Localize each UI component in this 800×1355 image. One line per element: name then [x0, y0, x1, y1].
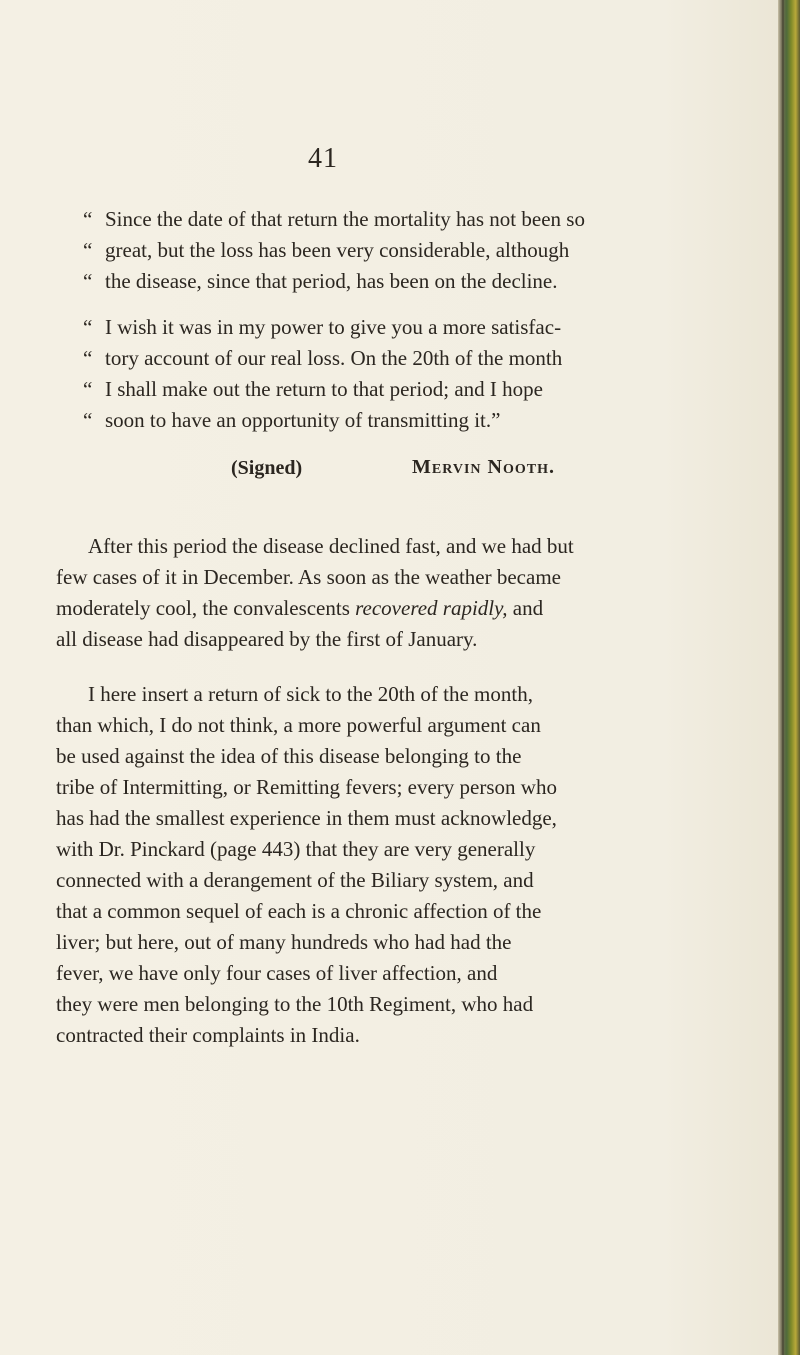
body-line: fever, we have only four cases of liver affection, and	[56, 961, 498, 985]
quote-mark: “	[83, 269, 93, 293]
body-line: be used against the idea of this disease belonging to the	[56, 744, 522, 768]
quote-line	[83, 271, 558, 292]
body-line: with Dr. Pinckard (page 443) that they are very generally	[56, 837, 536, 861]
body-line: than which, I do not think, a more powerful argument can	[56, 713, 541, 737]
page-number: 41	[308, 143, 338, 174]
quote-mark: “	[83, 408, 93, 432]
body-line: they were men belonging to the 10th Regiment, who had	[56, 992, 534, 1016]
quote-text: tory account of our real loss. On the 20th of the month	[105, 346, 563, 370]
body-line: has had the smallest experience in them must acknowledge,	[56, 806, 557, 830]
quote-text: Since the date of that return the mortality has not been so	[105, 207, 585, 231]
body-line: liver; but here, out of many hundreds who had had the	[56, 930, 512, 954]
quote-line	[83, 317, 561, 338]
quote-mark: “	[83, 207, 93, 231]
quote-mark: “	[83, 346, 93, 370]
body-line: few cases of it in December. As soon as the weather became	[56, 565, 561, 589]
quote-line	[83, 348, 562, 369]
quote-text: I shall make out the return to that period; and I hope	[105, 377, 543, 401]
body-line: After this period the disease declined fast, and we had but	[88, 534, 574, 558]
body-line	[56, 598, 543, 619]
body-line: I here insert a return of sick to the 20th of the month,	[88, 682, 533, 706]
body-line: all disease had disappeared by the first of January.	[56, 627, 478, 651]
quote-text: the disease, since that period, has been on the decline.	[105, 269, 558, 293]
emphasis-text: recovered rapidly,	[355, 596, 508, 620]
quote-mark: “	[83, 377, 93, 401]
body-line: tribe of Intermitting, or Remitting fevers; every person who	[56, 775, 557, 799]
quote-text: great, but the loss has been very considerable, although	[105, 238, 570, 262]
signature-name: Mervin Nooth.	[412, 456, 555, 478]
body-text: and	[507, 596, 544, 620]
quote-text: I wish it was in my power to give you a more satisfac-	[105, 315, 562, 339]
quote-line	[83, 410, 500, 431]
quote-mark: “	[83, 315, 93, 339]
body-line: that a common sequel of each is a chronic affection of the	[56, 899, 542, 923]
quote-text: soon to have an opportunity of transmitting it.”	[105, 408, 501, 432]
signature-label: (Signed)	[231, 457, 303, 479]
quote-line	[83, 379, 543, 400]
book-binding-edge	[778, 0, 800, 1355]
body-text: moderately cool, the convalescents	[56, 596, 356, 620]
body-line: connected with a derangement of the Biliary system, and	[56, 868, 534, 892]
quote-line	[83, 209, 585, 230]
body-line: contracted their complaints in India.	[56, 1023, 360, 1047]
quote-line	[83, 240, 569, 261]
quote-mark: “	[83, 238, 93, 262]
